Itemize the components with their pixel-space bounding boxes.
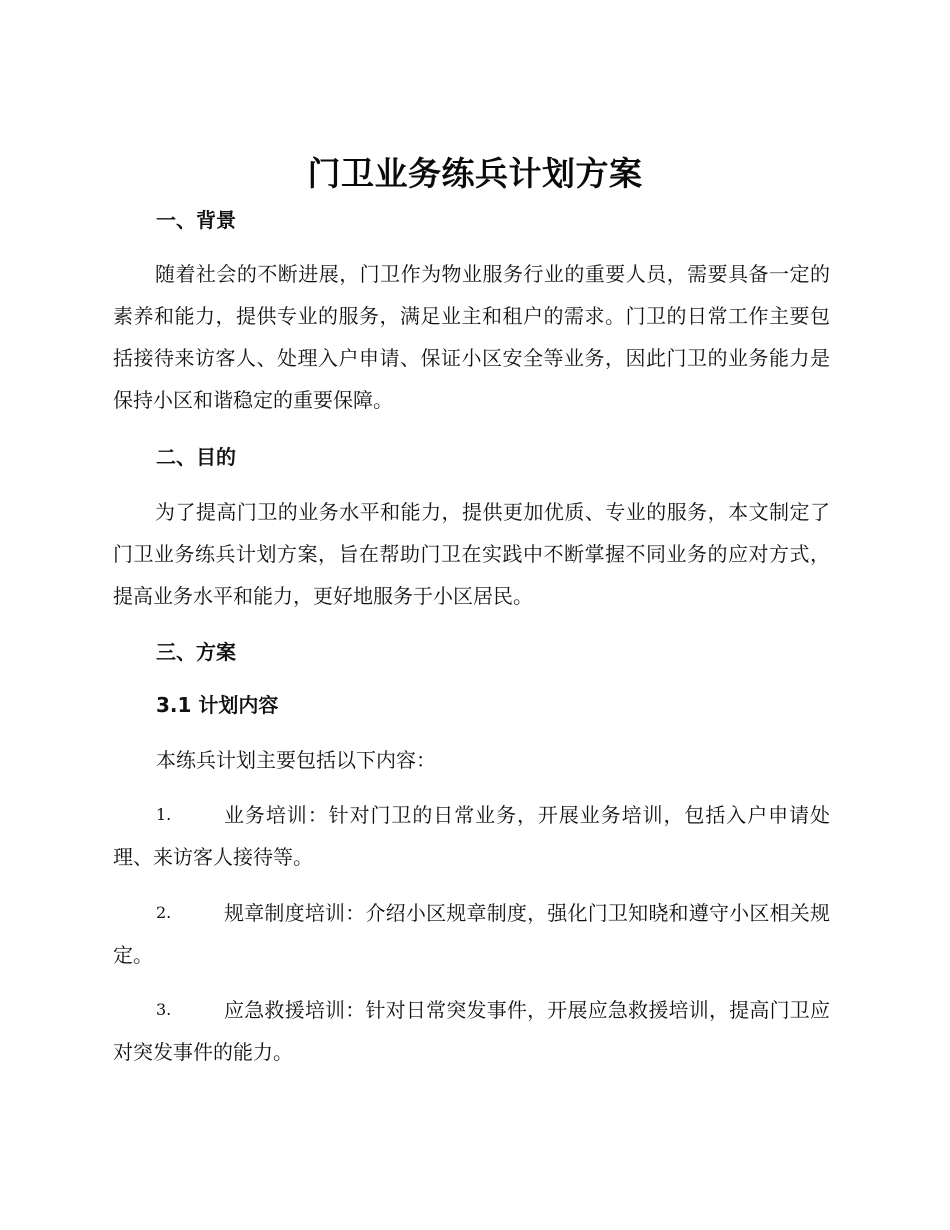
section-heading-purpose: 二、目的 — [156, 445, 236, 469]
list-item-text: 业务培训：针对门卫的日常业务，开展业务培训，包括入户申请处理、来访客人接待等。 — [113, 803, 830, 869]
subheading-plan-content: 3.1 计划内容 — [156, 693, 279, 717]
plan-intro: 本练兵计划主要包括以下内容： — [156, 748, 436, 772]
list-item-number: 2. — [156, 903, 172, 922]
list-item — [113, 989, 830, 1073]
background-paragraph: 随着社会的不断进展，门卫作为物业服务行业的重要人员，需要具备一定的素养和能力，提供专业的服务，满足业主和租户的需求。门卫的日常工作主要包括接待来访客人、处理入户申请、保证小区安全等业务，因此门卫的业务能力是保持小区和谐稳定的重要保障。 — [113, 262, 830, 412]
document-title: 门卫业务练兵计划方案 — [307, 154, 643, 193]
section-heading-background: 一、背景 — [156, 208, 236, 232]
list-item — [113, 892, 830, 976]
list-item-number: 1. — [156, 805, 172, 824]
list-item-text: 规章制度培训：介绍小区规章制度，强化门卫知晓和遵守小区相关规定。 — [113, 901, 830, 967]
list-item — [113, 794, 830, 878]
list-item-text: 应急救援培训：针对日常突发事件，开展应急救援培训，提高门卫应对突发事件的能力。 — [113, 998, 830, 1064]
section-heading-plan: 三、方案 — [156, 640, 236, 664]
list-item-number: 3. — [156, 1000, 172, 1019]
purpose-paragraph: 为了提高门卫的业务水平和能力，提供更加优质、专业的服务，本文制定了门卫业务练兵计划方案，旨在帮助门卫在实践中不断掌握不同业务的应对方式，提高业务水平和能力，更好地服务于小区居民。 — [113, 500, 830, 608]
